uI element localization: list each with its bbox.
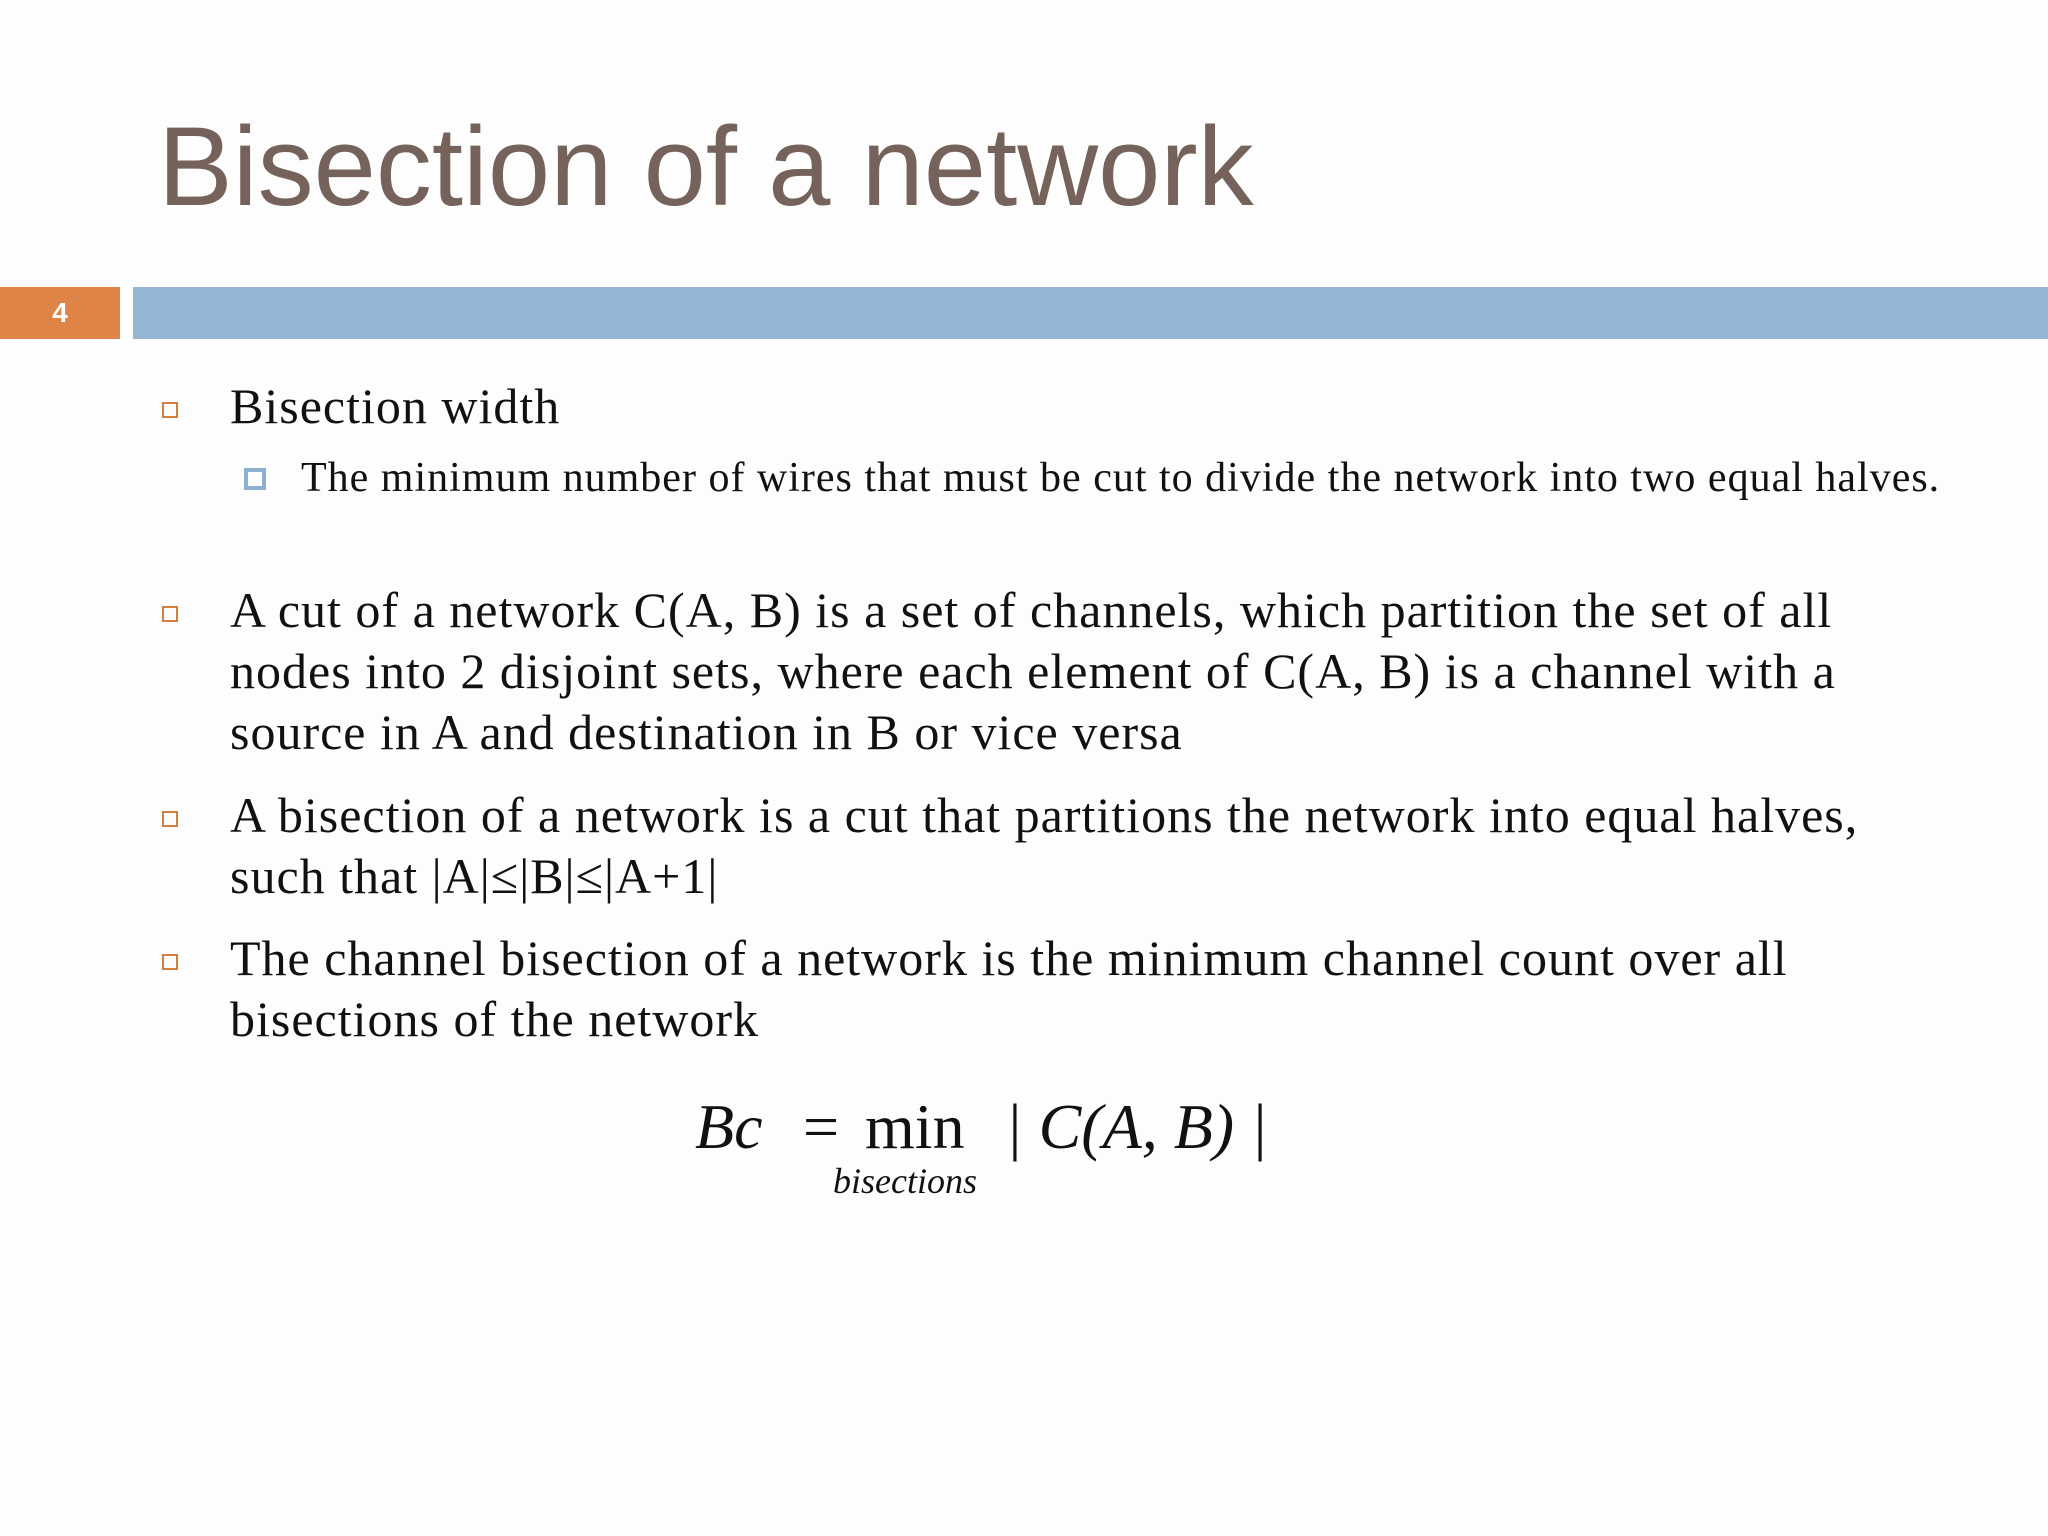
formula-lhs: Bc xyxy=(695,1091,763,1162)
bullet-text: Bisection width xyxy=(230,378,561,434)
square-bullet-icon xyxy=(162,402,178,418)
title-accent-bar xyxy=(133,287,2048,339)
page-number-badge: 4 xyxy=(0,287,120,339)
bullet-text: A bisection of a network is a cut that partitions the network into equal halves, such that |A|≤|B|≤|A+1| xyxy=(230,787,1859,904)
slide-title: Bisection of a network xyxy=(158,104,1254,229)
formula-equals: = xyxy=(803,1091,840,1162)
square-bullet-icon xyxy=(162,606,178,622)
bullet-text: A cut of a network C(A, B) is a set of channels, which partition the set of all nodes into 2 disjoint sets, where each element of C(A, B) is a channel with a source in A and destination in B or vice versa xyxy=(230,582,1836,760)
bullet-text: The channel bisection of a network is the minimum channel count over all bisections of the network xyxy=(230,930,1788,1047)
filled-square-bullet-icon xyxy=(244,468,266,490)
sub-bullet-text: The minimum number of wires that must be cut to divide the network into two equal halves. xyxy=(301,455,1941,501)
square-bullet-icon xyxy=(162,954,178,970)
formula-subscript: bisections xyxy=(833,1161,977,1201)
square-bullet-icon xyxy=(162,811,178,827)
formula-operator: min xyxy=(865,1091,965,1162)
formula-rhs: | C(A, B) | xyxy=(1005,1091,1268,1162)
